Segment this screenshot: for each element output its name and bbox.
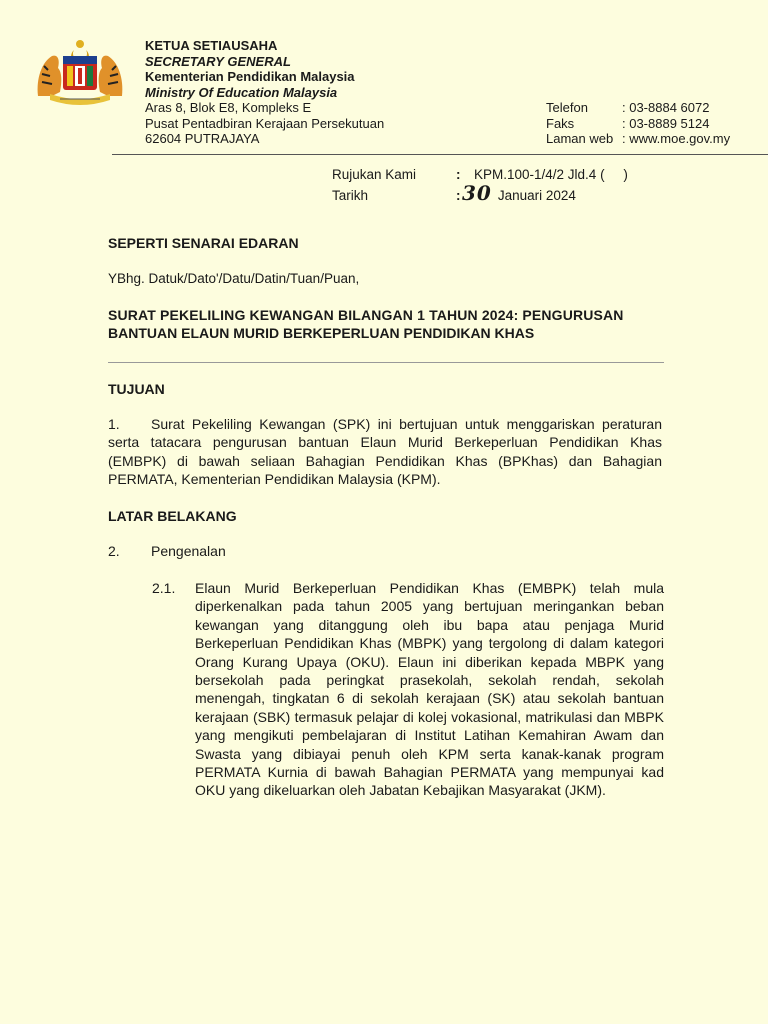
phone-label: Telefon bbox=[546, 100, 588, 115]
reference-block bbox=[332, 165, 628, 205]
date-month-year: Januari 2024 bbox=[497, 188, 576, 203]
coat-of-arms-icon bbox=[30, 38, 130, 110]
paragraph-1-text: Surat Pekeliling Kewangan (SPK) ini bertujuan untuk menggariskan peraturan serta tatacara pengurusan bantuan Elaun Murid Berkeperluan Pendidikan Khas (EMBPK) di bawah seliaan Bahagian Pendidikan Khas (BPKhas) dan Bahagian PERMATA, Kementerian Pendidikan Malaysia (KPM). bbox=[108, 416, 662, 488]
fax-row bbox=[546, 116, 730, 132]
paragraph-2-1-number: 2.1. bbox=[152, 580, 176, 596]
paragraph-2 bbox=[108, 542, 662, 560]
title-en: SECRETARY GENERAL bbox=[145, 53, 291, 69]
letterhead-divider bbox=[112, 154, 768, 155]
phone-row bbox=[546, 100, 730, 116]
address-line-2: Pusat Pentadbiran Kerajaan Persekutuan bbox=[145, 115, 385, 131]
paragraph-2-1-text: Elaun Murid Berkeperluan Pendidikan Khas (EMBPK) telah mula diperkenalkan pada tahun 2005 yang bertujuan meringankan beban kewangan yang ditanggung oleh ibu bapa atau penjaga Murid Berkeperluan Pendidikan Khas (MBPK) yang tergolong di dalam kategori Orang Kurang Upaya (OKU). Elaun ini diberikan kepada MBPK yang bersekolah pada peringkat prasekolah, sekolah rendah, sekolah menengah, tingkatan 6 di sekolah kerajaan (SK) atau sekolah bantuan kerajaan (SBK) termasuk pelajar di kolej vokasional, matrikulasi dan MBPK yang mengikuti pembelajaran di Institut Latihan Kemahiran Awam dan Swasta yang dibiayai penuh oleh KPM serta kanak-kanak program PERMATA Kurnia di bawah Bahagian PERMATA yang mempunyai kad OKU yang dikeluarkan oleh Jabatan Kebajikan Masyarakat (JKM). bbox=[195, 580, 664, 799]
address-line-3: 62604 PUTRAJAYA bbox=[145, 131, 260, 146]
paragraph-2-1 bbox=[152, 579, 664, 800]
subject bbox=[108, 306, 668, 343]
section-heading-tujuan: TUJUAN bbox=[108, 381, 165, 397]
date-label: Tarikh bbox=[332, 188, 369, 203]
date-colon: : bbox=[456, 188, 461, 203]
reference-value: KPM.100-1/4/2 Jld.4 ( ) bbox=[474, 167, 628, 182]
salutation: YBhg. Datuk/Dato'/Datu/Datin/Tuan/Puan, bbox=[108, 271, 360, 286]
address-line-1: Aras 8, Blok E8, Kompleks E bbox=[145, 100, 312, 115]
letterhead-organisation bbox=[145, 38, 384, 147]
web-row bbox=[546, 131, 730, 147]
ministry-ms: Kementerian Pendidikan Malaysia bbox=[145, 69, 355, 84]
reference-label: Rujukan Kami bbox=[332, 167, 417, 182]
recipient-line: SEPERTI SENARAI EDARAN bbox=[108, 235, 299, 251]
section-heading-latar-belakang: LATAR BELAKANG bbox=[108, 508, 237, 524]
paragraph-1-number: 1. bbox=[108, 416, 120, 432]
handwritten-date-day: 30 bbox=[462, 181, 492, 205]
subject-line-1: SURAT PEKELILING KEWANGAN BILANGAN 1 TAHUN 2024: PENGURUSAN bbox=[108, 307, 624, 323]
paragraph-1 bbox=[108, 415, 662, 489]
title-ms: KETUA SETIAUSAHA bbox=[145, 38, 278, 53]
phone-value: : 03-8884 6072 bbox=[622, 100, 710, 115]
letterhead-contact bbox=[546, 100, 730, 147]
paragraph-2-title: Pengenalan bbox=[151, 543, 226, 559]
web-label: Laman web bbox=[546, 131, 614, 146]
web-value[interactable]: : www.moe.gov.my bbox=[622, 131, 731, 146]
paragraph-2-number: 2. bbox=[108, 543, 120, 559]
date-row bbox=[332, 181, 628, 205]
subject-divider bbox=[108, 362, 664, 363]
fax-label: Faks bbox=[546, 115, 575, 131]
ministry-en: Ministry Of Education Malaysia bbox=[145, 84, 338, 100]
subject-line-2: BANTUAN ELAUN MURID BERKEPERLUAN PENDIDIKAN KHAS bbox=[108, 325, 535, 342]
reference-colon: : bbox=[456, 167, 461, 182]
fax-value: : 03-8889 5124 bbox=[622, 115, 710, 131]
